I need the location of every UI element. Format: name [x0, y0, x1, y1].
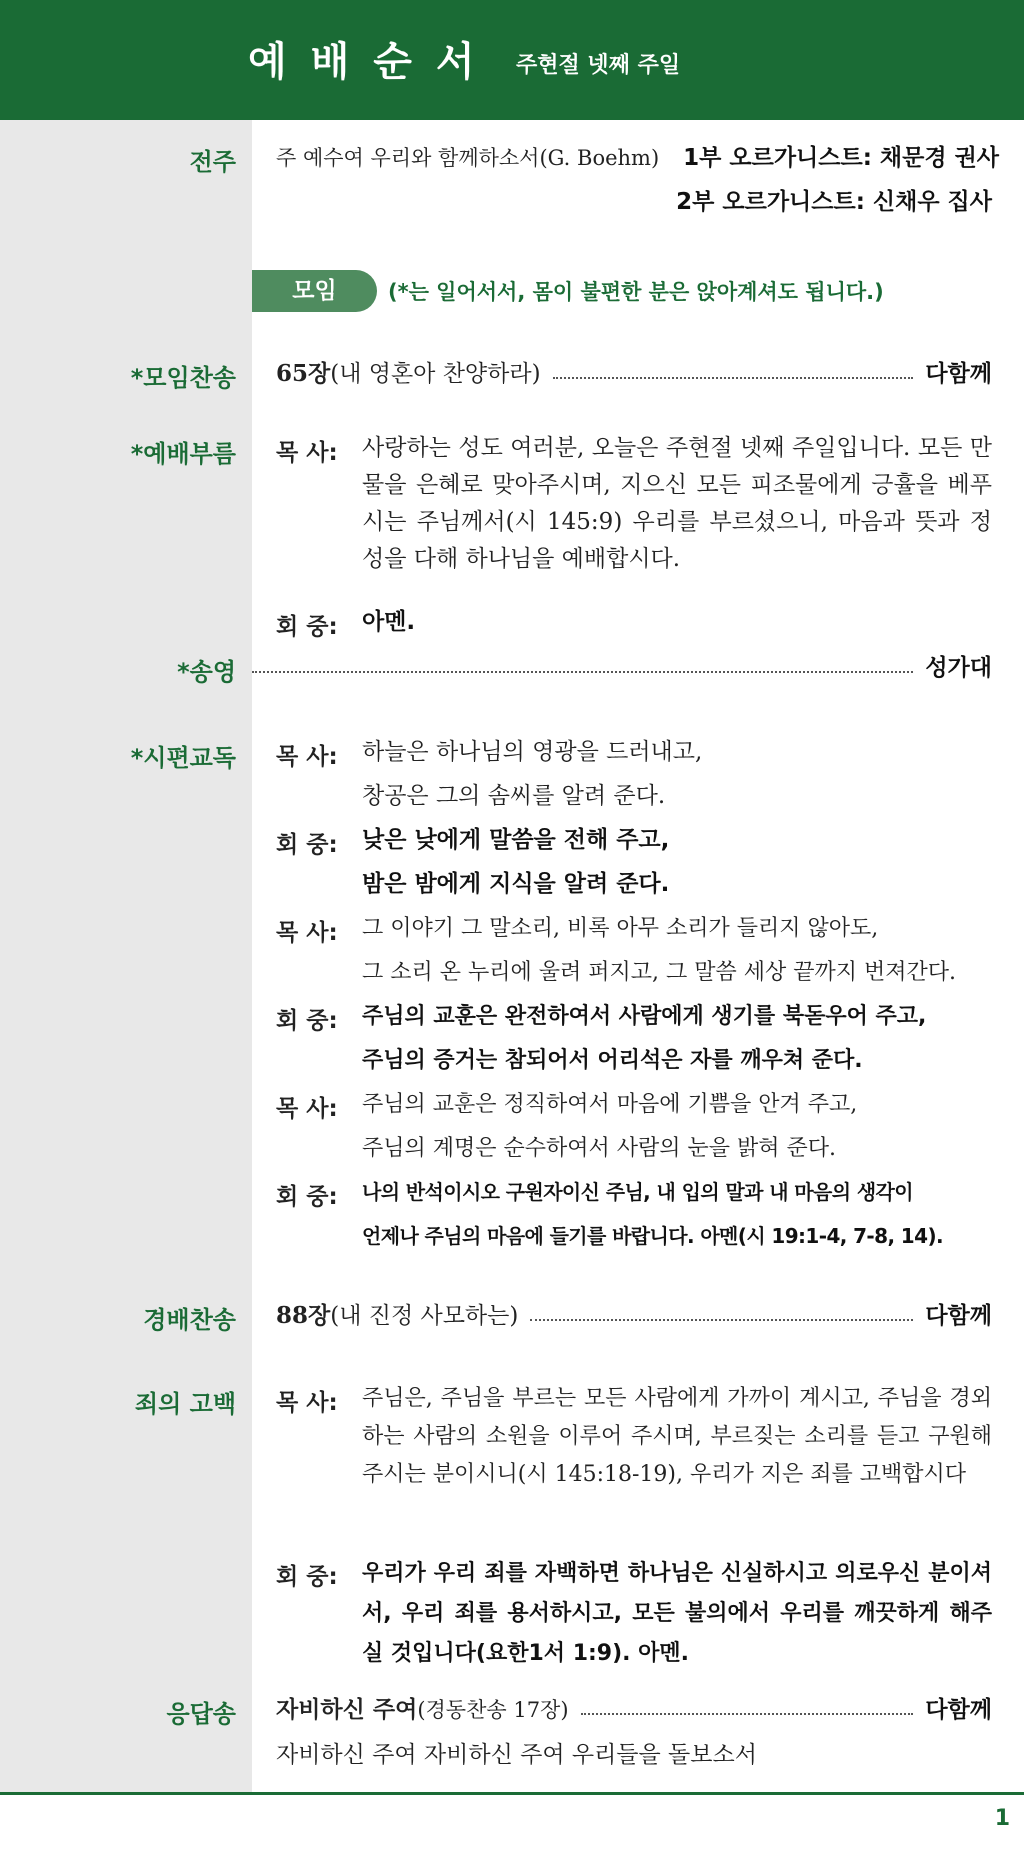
psalter-speaker: 회 중:	[276, 1008, 338, 1034]
psalter-line: 주님의 교훈은 정직하여서 마음에 기쁨을 안겨 주고,	[362, 1092, 858, 1117]
doxology-label: *송영	[177, 658, 236, 686]
speaker-pastor: 목 사:	[276, 440, 338, 466]
psalter-label: *시편교독	[130, 744, 236, 772]
hymn-number: 88장	[276, 1302, 331, 1329]
psalter-line: 주님의 증거는 참되어서 어리석은 자를 깨우쳐 준다.	[362, 1048, 863, 1073]
footer-rule	[0, 1792, 1024, 1795]
doxology-by: 성가대	[925, 655, 992, 681]
prelude-label: 전주	[189, 148, 236, 176]
organist-1: 1부 오르가니스트: 채문경 권사	[683, 145, 1000, 171]
psalter-line: 그 이야기 그 말소리, 비록 아무 소리가 들리지 않아도,	[362, 916, 879, 941]
speaker-congregation: 회 중:	[276, 1564, 338, 1590]
psalter-speaker: 목 사:	[276, 744, 338, 770]
response-label: 응답송	[166, 1700, 236, 1728]
psalter-line: 주님의 교훈은 완전하여서 사람에게 생기를 북돋우어 주고,	[362, 1004, 927, 1029]
call-to-worship-leader-text: 사랑하는 성도 여러분, 오늘은 주현절 넷째 주일입니다. 모든 만물을 은혜로 맞아주시며, 지으신 모든 피조물에게 긍휼을 베푸시는 주님께서(시 145:9) 우리를 부르셨으니, 마음과 뜻과 정성을 다해 하나님을 예배합시다.	[362, 435, 992, 572]
praise-hymn-line	[276, 1298, 992, 1334]
psalter-line: 언제나 주님의 마음에 들기를 바랍니다. 아멘(시 19:1-4, 7-8, 14).	[362, 1224, 943, 1248]
psalter-speaker: 목 사:	[276, 920, 338, 946]
response-line	[276, 1692, 992, 1728]
psalter-line: 주님의 계명은 순수하여서 사람의 눈을 밝혀 준다.	[362, 1136, 836, 1161]
psalter-speaker: 목 사:	[276, 1096, 338, 1122]
hymn-by: 다함께	[925, 1303, 992, 1329]
prelude-piece: 주 예수여 우리와 함께하소서(G. Boehm)	[276, 146, 660, 170]
page-number: 1	[994, 1806, 1010, 1831]
psalter-line: 그 소리 온 누리에 울려 퍼지고, 그 말씀 세상 끝까지 번져간다.	[362, 960, 956, 985]
confession-label: 죄의 고백	[134, 1390, 236, 1418]
psalter-line: 낮은 낮에게 말씀을 전해 주고,	[362, 827, 670, 853]
dot-leader	[252, 671, 913, 673]
page-title: 예배순서	[248, 39, 499, 85]
call-to-worship-label: *예배부름	[130, 440, 236, 468]
hymn-number: 65장	[276, 360, 331, 387]
doxology-line	[252, 650, 992, 686]
gathering-note: (*는 일어서서, 몸이 불편한 분은 앉아계셔도 됩니다.)	[388, 280, 884, 304]
opening-hymn-label: *모임찬송	[130, 364, 236, 392]
dot-leader	[530, 1319, 913, 1321]
prelude-line	[276, 140, 1000, 176]
speaker-congregation: 회 중:	[276, 614, 338, 640]
gathering-tag: 모임	[252, 270, 377, 312]
hymn-title: (내 진정 사모하는)	[330, 1303, 519, 1329]
response-source: (경동찬송 17장)	[417, 1698, 569, 1722]
response-by: 다함께	[925, 1697, 992, 1723]
dot-leader	[581, 1713, 914, 1715]
psalter-speaker: 회 중:	[276, 1184, 338, 1210]
call-to-worship-people-text: 아멘.	[362, 609, 416, 635]
page-subtitle: 주현절 넷째 주일	[516, 53, 681, 78]
psalter-line: 나의 반석이시오 구원자이신 주님, 내 입의 말과 내 마음의 생각이	[362, 1180, 913, 1204]
psalter-line: 하늘은 하나님의 영광을 드러내고,	[362, 739, 703, 765]
opening-hymn-line	[276, 356, 992, 392]
confession-leader-text: 주님은, 주님을 부르는 모든 사람에게 가까이 계시고, 주님을 경외하는 사람의 소원을 이루어 주시며, 부르짖는 소리를 듣고 구원해 주시는 분이시니(시 145:18-19), 우리가 지은 죄를 고백합시다	[362, 1386, 992, 1487]
praise-hymn-label: 경배찬송	[143, 1306, 236, 1334]
hymn-title: (내 영혼아 찬양하라)	[330, 361, 541, 387]
response-lyric: 자비하신 주여 자비하신 주여 우리들을 돌보소서	[276, 1742, 757, 1768]
header-bar	[0, 0, 1024, 120]
organist-2: 2부 오르가니스트: 신채우 집사	[676, 189, 992, 215]
prelude-line-2	[276, 184, 992, 220]
confession-people-text: 우리가 우리 죄를 자백하면 하나님은 신실하시고 의로우신 분이셔서, 우리 죄를 용서하시고, 모든 불의에서 우리를 깨끗하게 해주실 것입니다(요한1서 1:9). 아멘.	[362, 1561, 992, 1666]
psalter-line: 창공은 그의 솜씨를 알려 준다.	[362, 783, 666, 809]
psalter-speaker: 회 중:	[276, 832, 338, 858]
response-title: 자비하신 주여	[276, 1697, 418, 1723]
speaker-pastor: 목 사:	[276, 1390, 338, 1416]
dot-leader	[553, 377, 914, 379]
psalter-line: 밤은 밤에게 지식을 알려 준다.	[362, 871, 670, 897]
hymn-by: 다함께	[925, 361, 992, 387]
